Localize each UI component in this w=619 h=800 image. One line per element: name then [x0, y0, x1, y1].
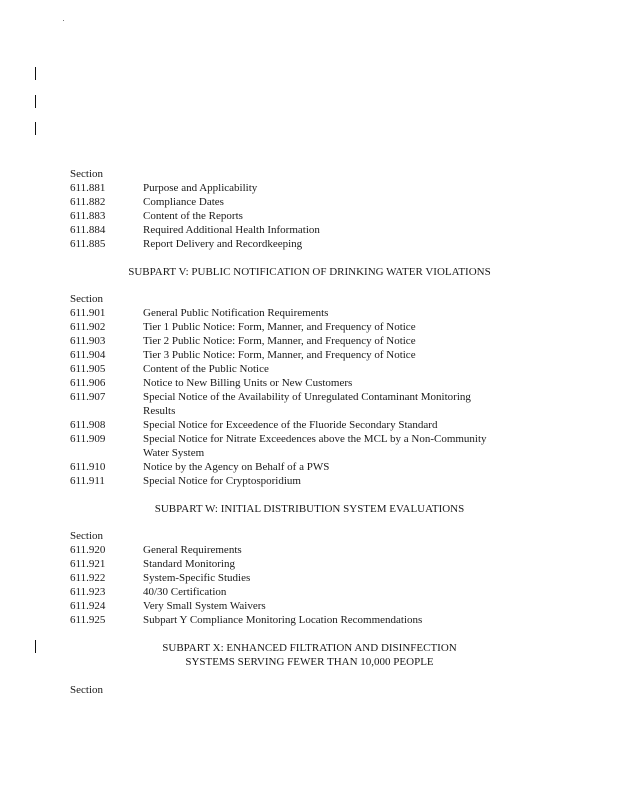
section-number: 611.923: [70, 586, 106, 598]
section-number: 611.902: [70, 321, 106, 333]
toc-row: [70, 571, 250, 585]
subpart-x-heading-line1: SUBPART X: ENHANCED FILTRATION AND DISINFECTION: [162, 642, 457, 654]
section-number: 611.881: [70, 182, 106, 194]
section-number: 611.921: [70, 558, 106, 570]
change-bar: [35, 95, 36, 108]
toc-row: [70, 557, 235, 571]
toc-row: [70, 334, 416, 348]
section-number: 611.922: [70, 572, 106, 584]
section-number: 611.885: [70, 238, 106, 250]
section-label: Section: [70, 684, 103, 696]
toc-row: [70, 306, 328, 320]
toc-row: [70, 418, 437, 432]
section-title: Purpose and Applicability: [143, 182, 258, 194]
section-title: Subpart Y Compliance Monitoring Location Recommendations: [143, 614, 423, 626]
change-bar: [35, 122, 36, 135]
section-label: Section: [70, 168, 103, 180]
section-title: Very Small System Waivers: [143, 600, 266, 612]
section-number: 611.924: [70, 600, 106, 612]
section-title: Report Delivery and Recordkeeping: [143, 238, 303, 250]
toc-row: [70, 195, 224, 209]
section-label: Section: [70, 530, 103, 542]
section-number: 611.911: [70, 475, 105, 487]
section-title: System-Specific Studies: [143, 572, 251, 584]
toc-row: [70, 223, 320, 237]
section-title: Notice to New Billing Units or New Customers: [143, 377, 353, 389]
section-title: Content of the Reports: [143, 210, 243, 222]
section-title: 40/30 Certification: [143, 586, 227, 598]
subpart-v-heading: SUBPART V: PUBLIC NOTIFICATION OF DRINKING WATER VIOLATIONS: [128, 266, 491, 278]
section-number: 611.925: [70, 614, 106, 626]
section-number: 611.882: [70, 196, 106, 208]
toc-row: [70, 613, 422, 627]
section-number: 611.910: [70, 461, 106, 473]
section-title: Tier 3 Public Notice: Form, Manner, and Frequency of Notice: [143, 349, 416, 361]
section-title: Special Notice of the Availability of Unregulated Contaminant Monitoring: [143, 391, 471, 403]
toc-row: [70, 460, 329, 474]
toc-row: [70, 181, 257, 195]
section-number: 611.906: [70, 377, 106, 389]
subpart-w-heading: SUBPART W: INITIAL DISTRIBUTION SYSTEM EVALUATIONS: [154, 503, 465, 515]
toc-row: [70, 376, 352, 390]
toc-row: [70, 432, 487, 446]
section-number: 611.904: [70, 349, 106, 361]
section-title: General Requirements: [143, 544, 242, 556]
section-title: Notice by the Agency on Behalf of a PWS: [143, 461, 330, 473]
speck: [63, 20, 64, 21]
section-title: Tier 2 Public Notice: Form, Manner, and Frequency of Notice: [143, 335, 416, 347]
toc-row: [70, 362, 269, 376]
section-number: 611.901: [70, 307, 106, 319]
section-number: 611.884: [70, 224, 106, 236]
section-title: Special Notice for Nitrate Exceedences above the MCL by a Non-Community: [143, 433, 487, 445]
toc-row: [70, 348, 416, 362]
toc-row: [70, 390, 471, 404]
section-number: 611.907: [70, 391, 106, 403]
section-title: General Public Notification Requirements: [143, 307, 329, 319]
section-number: 611.908: [70, 419, 106, 431]
subpart-x-heading-line2: SYSTEMS SERVING FEWER THAN 10,000 PEOPLE: [185, 656, 434, 668]
section-number: 611.905: [70, 363, 106, 375]
toc-row: [70, 237, 302, 251]
section-title-continuation: Water System: [143, 447, 205, 459]
toc-row: [70, 209, 243, 223]
section-title: Tier 1 Public Notice: Form, Manner, and Frequency of Notice: [143, 321, 416, 333]
toc-row-continuation: [70, 446, 204, 460]
toc-row: [70, 585, 226, 599]
section-number: 611.909: [70, 433, 106, 445]
section-number: 611.920: [70, 544, 106, 556]
toc-row-continuation: [70, 404, 175, 418]
section-number: 611.883: [70, 210, 106, 222]
section-number: 611.903: [70, 335, 106, 347]
section-title: Special Notice for Exceedence of the Fluoride Secondary Standard: [143, 419, 438, 431]
section-title: Content of the Public Notice: [143, 363, 269, 375]
section-title: Required Additional Health Information: [143, 224, 320, 236]
section-title: Compliance Dates: [143, 196, 224, 208]
change-bar: [35, 67, 36, 80]
toc-row: [70, 543, 242, 557]
section-title-continuation: Results: [143, 405, 176, 417]
section-label: Section: [70, 293, 103, 305]
section-title: Standard Monitoring: [143, 558, 235, 570]
toc-row: [70, 599, 266, 613]
toc-row: [70, 474, 301, 488]
toc-row: [70, 320, 416, 334]
section-title: Special Notice for Cryptosporidium: [143, 475, 301, 487]
